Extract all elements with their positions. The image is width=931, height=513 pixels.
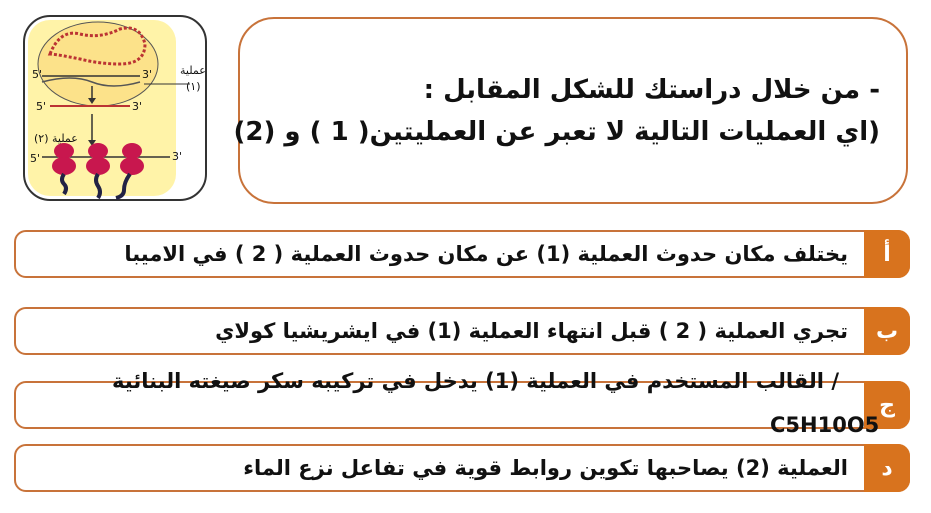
mrna2-3-end: 3' — [172, 150, 183, 163]
question-line-1: - من خلال دراستك للشكل المقابل : — [423, 74, 880, 105]
option-a-text: يختلف مكان حدوث العملية (1) عن مكان حدوث العملية ( 2 ) في الاميبا — [124, 242, 848, 266]
mrna2-5-end: 5' — [30, 152, 41, 165]
option-c-formula: C5H10O5 — [770, 413, 880, 437]
option-a[interactable] — [14, 230, 910, 278]
option-d-letter: د — [864, 444, 910, 492]
option-c-text: / القالب المستخدم في العملية (1) يدخل في تركيبه سكر صيغته البنائية — [112, 369, 839, 393]
option-b-text: تجري العملية ( 2 ) قبل انتهاء العملية (1) في ايشريشيا كولاي — [215, 319, 848, 343]
mrna-5-end: 5' — [36, 100, 47, 113]
option-d[interactable] — [14, 444, 910, 492]
process-1-label: عملية — [180, 64, 206, 77]
option-b-letter: ب — [864, 307, 910, 355]
question-line-2: (اي العمليات التالية لا تعبر عن العمليتين( 1 ) و (2) — [233, 116, 880, 147]
question-box — [233, 17, 908, 204]
mrna-3-end: 3' — [132, 100, 143, 113]
option-b[interactable] — [14, 307, 910, 355]
cell-diagram — [20, 14, 210, 202]
option-d-text: العملية (2) يصاحبها تكوين روابط قوية في تفاعل نزع الماء — [243, 456, 848, 480]
dna-5-end: 5' — [32, 68, 43, 81]
dna-3-end: 3' — [142, 68, 153, 81]
option-a-letter: أ — [864, 230, 910, 278]
option-c-letter: ج — [864, 381, 910, 429]
process-1-num: (١) — [186, 80, 201, 93]
process-2-label: عملية (٢) — [34, 132, 78, 145]
